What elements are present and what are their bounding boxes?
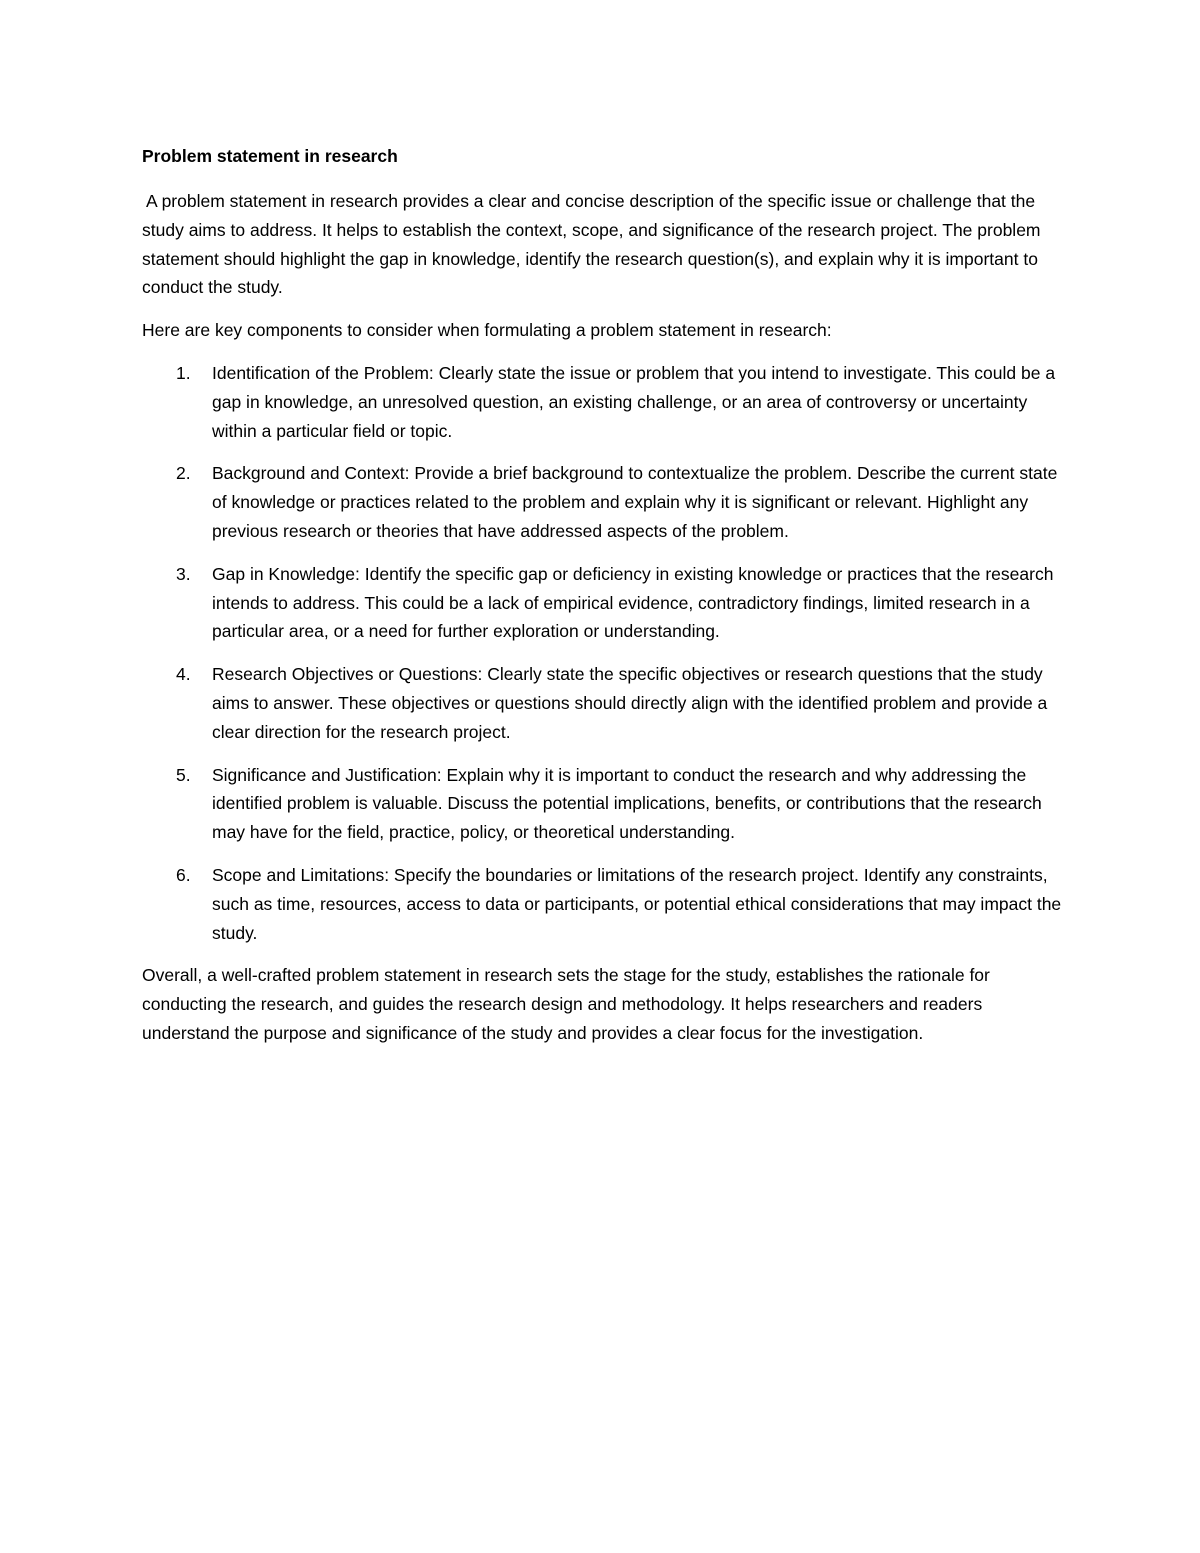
- list-item: [142, 560, 1062, 646]
- list-item: [142, 761, 1062, 847]
- list-item-number: 2.: [176, 463, 191, 484]
- lead-in-paragraph: Here are key components to consider when formulating a problem statement in research:: [142, 320, 832, 341]
- list-item-number: 5.: [176, 764, 191, 785]
- list-item-number: 3.: [176, 563, 191, 584]
- list-item: [142, 660, 1062, 746]
- intro-paragraph: A problem statement in research provides a clear and concise description of the specific issue or challenge that the study aims to address. It helps to establish the context, scope, and significance of the research project. The problem statement should highlight the gap in knowledge, identify the research question(s), and explain why it is important to conduct the study.: [142, 191, 1041, 298]
- list-item-text: Research Objectives or Questions: Clearly state the specific objectives or research questions that the study aims to answer. These objectives or questions should directly align with the identified problem and provide a clear direction for the research project.: [212, 664, 1048, 742]
- list-item-number: 4.: [176, 664, 191, 685]
- list-item-text: Scope and Limitations: Specify the boundaries or limitations of the research project. Identify any constraints, such as time, resources, access to data or participants, or potential ethical considerations that may impact the study.: [212, 864, 1062, 943]
- list-item-text: Identification of the Problem: Clearly state the issue or problem that you intend to investigate. This could be a gap in knowledge, an unresolved question, an existing challenge, or an area of controversy or uncertainty within a particular field or topic.: [212, 362, 1056, 441]
- list-item: [142, 861, 1062, 947]
- list-item-text: Background and Context: Provide a brief background to contextualize the problem. Describe the current state of knowledge or practices related to the problem and explain why it is significant or relevant. Highlight any previous research or theories that have addressed aspects of the problem.: [212, 463, 1058, 541]
- list-item-number: 6.: [176, 864, 191, 885]
- list-item: [142, 459, 1062, 545]
- list-item-text: Significance and Justification: Explain why it is important to conduct the research and why addressing the identified problem is valuable. Discuss the potential implications, benefits, or contributions that the research may have for the field, practice, policy, or theoretical understanding.: [212, 764, 1042, 843]
- components-list: [142, 359, 1062, 947]
- list-item-text: Gap in Knowledge: Identify the specific gap or deficiency in existing knowledge or practices that the research intends to address. This could be a lack of empirical evidence, contradictory findings, limited research in a particular area, or a need for further exploration or understanding.: [212, 563, 1054, 642]
- list-item: [142, 359, 1062, 445]
- list-item-number: 1.: [176, 362, 191, 383]
- document-body: [142, 140, 1062, 1048]
- closing-paragraph: Overall, a well-crafted problem statement in research sets the stage for the study, establishes the rationale for conducting the research, and guides the research design and methodology. It helps researchers and readers understand the purpose and significance of the study and provides a clear focus for the investigation.: [142, 965, 990, 1043]
- document-title: Problem statement in research: [142, 146, 398, 166]
